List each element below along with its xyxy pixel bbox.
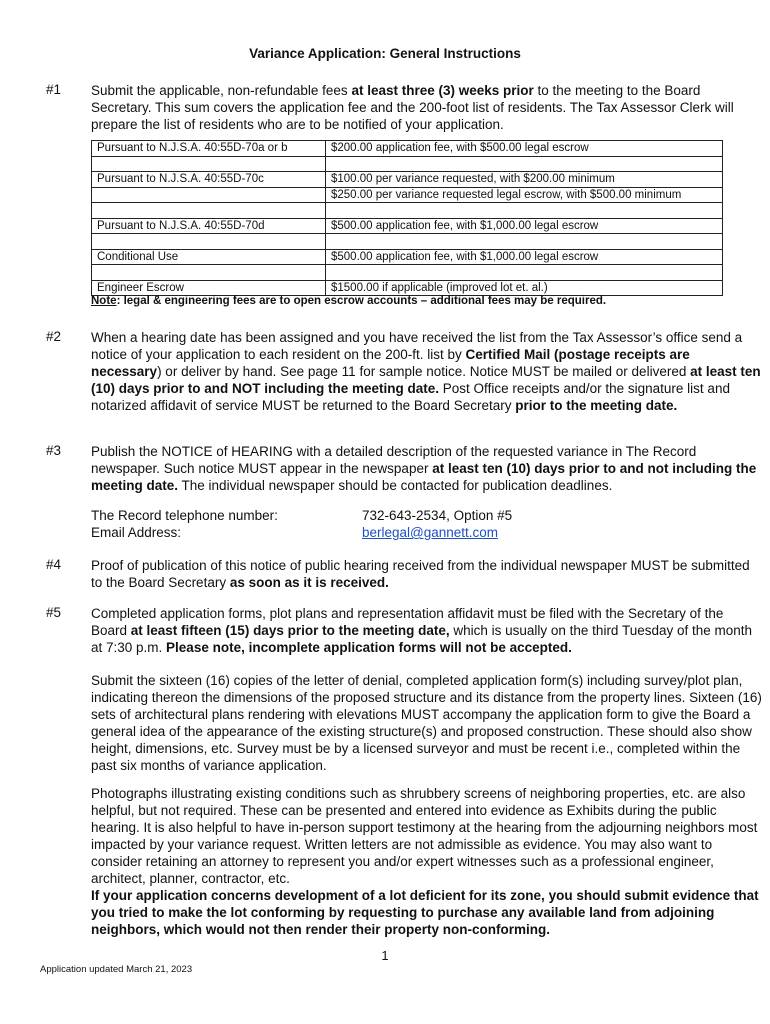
item-number: #1 <box>46 82 62 97</box>
instruction-text: Publish the NOTICE of HEARING with a detailed description of the requested variance in The Record newspaper. Such notice MUST appear in the newspaper at least ten (10) days prior to and not including the meeting date. The individual newspaper should be contacted for publication deadlines. <box>91 444 757 493</box>
fee-category <box>92 203 326 219</box>
phone-value: 732-643-2534, Option #5 <box>362 508 513 523</box>
email-row <box>91 524 499 541</box>
fee-amount <box>326 234 723 250</box>
email-link[interactable]: berlegal@gannett.com <box>362 525 499 540</box>
fee-row <box>92 265 723 281</box>
fee-amount: $200.00 application fee, with $500.00 legal escrow <box>326 141 723 157</box>
fee-row <box>92 234 723 250</box>
phone-row <box>91 507 513 524</box>
fee-table <box>91 140 723 296</box>
fee-row <box>92 249 723 265</box>
fee-category <box>92 265 326 281</box>
item-number: #3 <box>46 443 62 458</box>
fee-category: Pursuant to N.J.S.A. 40:55D-70d <box>92 218 326 234</box>
fee-row <box>92 156 723 172</box>
instruction-text: Proof of publication of this notice of public hearing received from the individual newspaper MUST be submitted to the Board Secretary as soon as it is received. <box>91 558 750 590</box>
fee-category <box>92 234 326 250</box>
fee-row <box>92 280 723 296</box>
page-title: Variance Application: General Instructions <box>249 46 521 61</box>
instruction-paragraph-photos: Photographs illustrating existing conditions such as shrubbery screens of neighboring properties, etc. are also helpful, but not required. These can be presented and entered into evidence as Exhibits during the public hearing. It is also helpful to have in-person support testimony at the hearing from the adjourning neighbors most impacted by your variance request. Written letters are not admissible as evidence. You may also want to consider retaining an attorney to represent you and/or expert witnesses such as a professional engineer, architect, planner, contractor, etc. If your application concerns development of a lot deficient for its zone, you should submit evidence that you tried to make the lot conforming by requesting to purchase any available land from adjoining neighbors, which would not then render their property non-conforming. <box>91 786 759 937</box>
footer-updated-date: Application updated March 21, 2023 <box>40 964 193 975</box>
instruction-text: Completed application forms, plot plans and representation affidavit must be filed with the Secretary of the Board at least fifteen (15) days prior to the meeting date, which is usually on the third Tuesday of the month at 7:30 p.m. Please note, incomplete application forms will not be accepted. <box>91 606 753 655</box>
fee-category: Pursuant to N.J.S.A. 40:55D-70c <box>92 172 326 188</box>
item-number: #2 <box>46 329 62 344</box>
phone-label: The Record telephone number: <box>91 508 278 523</box>
fee-amount <box>326 156 723 172</box>
fee-amount: $250.00 per variance requested legal escrow, with $500.00 minimum <box>326 187 723 203</box>
instruction-text: When a hearing date has been assigned and you have received the list from the Tax Assessor’s office send a notice of your application to each resident on the 200-ft. list by Certified Mail (postage receipts are necessary) or deliver by hand. See page 11 for sample notice. Notice MUST be mailed or delivered at least ten (10) days prior to and NOT including the meeting date. Post Office receipts and/or the signature list and notarized affidavit of service MUST be returned to the Board Secretary prior to the meeting date. <box>91 330 761 413</box>
fee-category: Conditional Use <box>92 249 326 265</box>
email-label: Email Address: <box>91 525 182 540</box>
fee-amount: $1500.00 if applicable (improved lot et. al.) <box>326 280 723 296</box>
fee-row <box>92 172 723 188</box>
fee-amount: $500.00 application fee, with $1,000.00 legal escrow <box>326 249 723 265</box>
fee-category: Engineer Escrow <box>92 280 326 296</box>
fee-amount: $500.00 application fee, with $1,000.00 legal escrow <box>326 218 723 234</box>
fee-category <box>92 156 326 172</box>
item-number: #4 <box>46 557 62 572</box>
instruction-paragraph-copies: Submit the sixteen (16) copies of the letter of denial, completed application form(s) including survey/plot plan, indicating thereon the dimensions of the proposed structure and its distance from the property lines. Sixteen (16) sets of architectural plans rendering with elevations MUST accompany the application form to give the Board a general idea of the appearance of the existing structure(s) and proposed construction. These should also show height, dimensions, etc. Survey must be by a licensed surveyor and must be recent i.e., completed within the past six months of variance application. <box>91 673 762 773</box>
page-number: 1 <box>381 948 389 963</box>
fee-category: Pursuant to N.J.S.A. 40:55D-70a or b <box>92 141 326 157</box>
fee-category <box>92 187 326 203</box>
fee-amount <box>326 203 723 219</box>
fee-row <box>92 141 723 157</box>
item-number: #5 <box>46 605 62 620</box>
fee-amount: $100.00 per variance requested, with $200.00 minimum <box>326 172 723 188</box>
fee-row <box>92 203 723 219</box>
fee-row <box>92 218 723 234</box>
fee-amount <box>326 265 723 281</box>
instruction-text: Submit the applicable, non-refundable fees at least three (3) weeks prior to the meeting to the Board Secretary. This sum covers the application fee and the 200-foot list of residents. The Tax Assessor Clerk will prepare the list of residents who are to be notified of your application. <box>91 83 734 132</box>
fee-row <box>92 187 723 203</box>
fee-note: Note: legal & engineering fees are to open escrow accounts – additional fees may be required. <box>91 295 607 307</box>
